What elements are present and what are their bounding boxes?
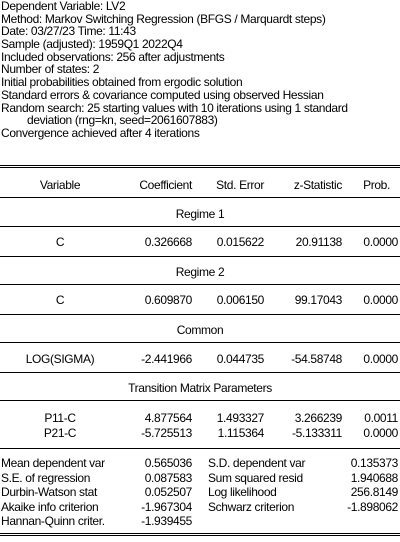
section-rule <box>0 342 400 343</box>
column-header-coefficient: Coefficient <box>139 178 192 192</box>
observations-line: Included observations: 256 after adjustments <box>1 49 225 64</box>
stat-label: Akaike info criterion <box>1 499 99 514</box>
z-statistic-cell: -54.58748 <box>291 352 342 366</box>
column-header-variable: Variable <box>39 178 81 192</box>
standard-errors-line: Standard errors & covariance computed using observed Hessian <box>1 87 324 102</box>
stat-value: 1.940688 <box>350 470 398 485</box>
convergence-line: Convergence achieved after 4 iterations <box>1 125 200 140</box>
table-row <box>0 235 400 249</box>
z-statistic-cell: 3.266239 <box>294 411 342 425</box>
stats-row <box>0 456 400 470</box>
stat-label: Sum squared resid <box>208 470 303 485</box>
variable-cell: C <box>55 235 65 249</box>
coefficient-cell: -5.725513 <box>141 426 192 440</box>
estimation-header <box>0 0 400 140</box>
column-header-prob: Prob. <box>363 178 390 192</box>
variable-cell: C <box>55 293 65 307</box>
table-row <box>0 411 400 425</box>
prob-cell: 0.0011 <box>364 411 398 425</box>
z-statistic-cell: 99.17043 <box>294 293 342 307</box>
column-header-std-error: Std. Error <box>216 178 264 192</box>
stat-value: -1.939455 <box>141 514 192 528</box>
section-rule <box>0 226 400 227</box>
z-statistic-cell: 20.91138 <box>295 235 342 249</box>
section-common: Common <box>176 323 224 337</box>
prob-cell: 0.0000 <box>363 235 398 249</box>
sample-line: Sample (adjusted): 1959Q1 2022Q4 <box>1 37 183 52</box>
column-header-rule <box>0 197 400 198</box>
coefficient-cell: 4.877564 <box>144 411 192 425</box>
stats-row <box>0 514 400 528</box>
random-search-line: Random search: 25 starting values with 10 iterations using 1 standard <box>1 100 348 115</box>
table-top-rule <box>0 165 400 166</box>
date-time-line: Date: 03/27/23 Time: 11:43 <box>1 24 136 39</box>
stat-label: Durbin-Watson stat <box>1 485 97 499</box>
table-row <box>0 352 400 366</box>
summary-top-rule <box>0 448 400 449</box>
prob-cell: 0.0000 <box>363 352 398 366</box>
prob-cell: 0.0000 <box>363 293 398 307</box>
std-error-cell: 0.006150 <box>216 293 264 307</box>
section-rule <box>0 314 400 315</box>
method-line: Method: Markov Switching Regression (BFGS / Marquardt steps) <box>1 11 326 26</box>
stat-label: Mean dependent var <box>1 456 105 470</box>
section-rule <box>0 400 400 401</box>
coefficient-cell: -2.441966 <box>141 352 192 366</box>
dependent-variable-line: Dependent Variable: LV2 <box>1 0 126 13</box>
column-header-row <box>0 178 400 192</box>
variable-cell: P11-C <box>44 411 76 425</box>
table-row <box>0 426 400 440</box>
column-header-z-statistic: z-Statistic <box>293 178 342 192</box>
section-regime-2: Regime 2 <box>175 265 225 279</box>
coefficient-cell: 0.609870 <box>144 293 192 307</box>
stat-value: 0.052507 <box>144 485 192 499</box>
coefficient-cell: 0.326668 <box>144 235 192 249</box>
initial-probabilities-line: Initial probabilities obtained from ergodic solution <box>1 75 243 90</box>
stat-label: Log likelihood <box>208 485 277 499</box>
z-statistic-cell: -5.133311 <box>291 426 342 440</box>
variable-cell: P21-C <box>43 426 77 440</box>
stats-row <box>0 500 400 514</box>
table-row <box>0 293 400 307</box>
stat-label: Schwarz criterion <box>208 499 295 514</box>
stats-row <box>0 485 400 499</box>
stat-value: -1.898062 <box>347 499 398 514</box>
section-rule <box>0 284 400 285</box>
stat-value: 0.565036 <box>144 456 192 470</box>
stat-label: S.E. of regression <box>1 470 91 485</box>
stat-value: 0.135373 <box>350 456 398 470</box>
section-rule <box>0 372 400 373</box>
stat-label: S.D. dependent var <box>208 456 306 470</box>
std-error-cell: 0.044735 <box>216 352 264 366</box>
summary-bottom-rule <box>0 533 400 534</box>
stats-row <box>0 471 400 485</box>
std-error-cell: 1.493327 <box>216 411 264 425</box>
stat-value: -1.967304 <box>141 499 192 514</box>
section-transition-matrix: Transition Matrix Parameters <box>128 381 272 395</box>
std-error-cell: 1.115364 <box>217 426 264 440</box>
prob-cell: 0.0000 <box>363 426 398 440</box>
section-rule <box>0 256 400 257</box>
std-error-cell: 0.015622 <box>216 235 264 249</box>
stat-value: 256.8149 <box>350 485 398 499</box>
section-regime-1: Regime 1 <box>175 207 225 221</box>
stat-value: 0.087583 <box>144 470 192 485</box>
table-top-rule-2 <box>0 167 400 168</box>
variable-cell: LOG(SIGMA) <box>25 352 95 366</box>
summary-bottom-rule-2 <box>0 535 400 536</box>
random-search-detail-line: deviation (rng=kn, seed=2061607883) <box>27 113 218 128</box>
states-line: Number of states: 2 <box>1 62 100 77</box>
stat-label: Hannan-Quinn criter. <box>1 514 105 528</box>
